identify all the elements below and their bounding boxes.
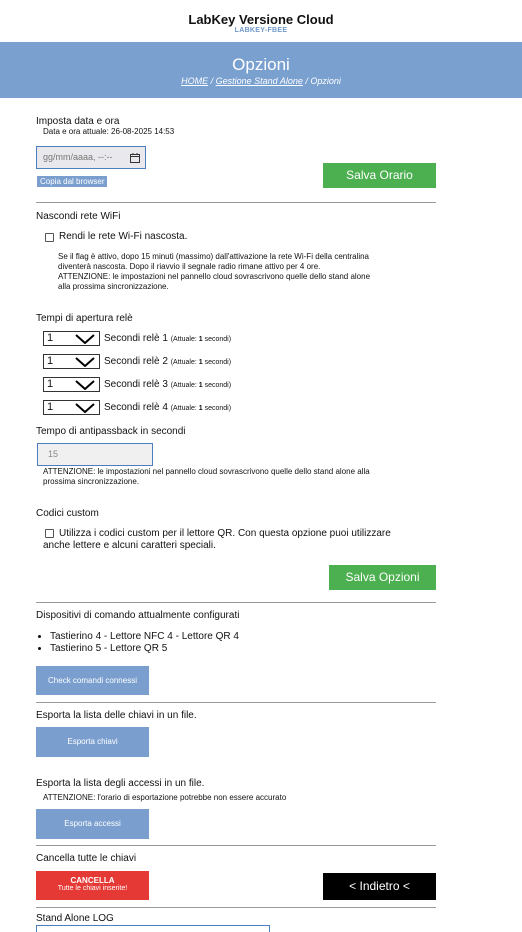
relay-current-value: 1 (198, 382, 203, 389)
custom-codes-heading: Codici custom (36, 508, 99, 519)
relay-label-text: Secondi relè 2 (104, 356, 168, 367)
custom-codes-label-line: anche lettere e alcuni caratteri speciali. (43, 540, 216, 551)
relay-4-label (104, 402, 231, 413)
relay-current (171, 405, 231, 412)
wifi-heading: Nascondi rete WiFi (36, 211, 121, 222)
datetime-input-placeholder: gg/mm/aaaa, --:-- (43, 152, 113, 162)
export-keys-heading: Esporta la lista delle chiavi in un file. (36, 710, 197, 721)
breadcrumb-current: Opzioni (310, 76, 341, 86)
relays-heading: Tempi di apertura relè (36, 313, 133, 324)
chevron-down-icon (75, 380, 95, 390)
custom-codes-label (43, 528, 391, 552)
breadcrumb-separator: / (302, 76, 311, 86)
antipassback-note-line: prossima sincronizzazione. (43, 477, 140, 486)
relay-current-value: 1 (198, 336, 203, 343)
back-button[interactable]: < Indietro < (323, 873, 436, 900)
breadcrumb-separator: / (208, 76, 216, 86)
breadcrumb-stand-alone-link[interactable]: Gestione Stand Alone (215, 76, 303, 86)
divider (36, 602, 436, 603)
relay-current-value: 1 (198, 359, 203, 366)
antipassback-note-line: ATTENZIONE: le impostazioni nel pannello cloud sovrascrivono quelle dello stand alone alla (43, 467, 370, 476)
log-heading: Stand Alone LOG (36, 913, 114, 924)
relay-label-text: Secondi relè 1 (104, 333, 168, 344)
relay-2-label (104, 356, 231, 367)
relay-current-prefix: (Attuale: (170, 382, 199, 389)
export-keys-button[interactable]: Esporta chiavi (36, 727, 149, 757)
relay-label-text: Secondi relè 3 (104, 379, 168, 390)
relay-4-select[interactable] (43, 400, 100, 415)
relay-1-value: 1 (47, 332, 54, 344)
delete-all-keys-button[interactable] (36, 871, 149, 900)
antipassback-input[interactable]: 15 (37, 443, 153, 466)
divider (36, 702, 436, 703)
app-subtitle: LABKEY-FBEE (234, 27, 288, 34)
relay-current-suffix: secondi) (202, 382, 232, 389)
relay-current-prefix: (Attuale: (170, 405, 199, 412)
relay-3-select[interactable] (43, 377, 100, 392)
relay-2-select[interactable] (43, 354, 100, 369)
hide-wifi-label: Rendi le rete Wi-Fi nascosta. (59, 231, 188, 242)
divider (36, 907, 436, 908)
relay-1-select[interactable] (43, 331, 100, 346)
delete-button-line1: CANCELLA (70, 876, 115, 885)
relay-2-value: 1 (47, 355, 54, 367)
save-options-button[interactable]: Salva Opzioni (329, 565, 436, 590)
relay-current (171, 336, 231, 343)
chevron-down-icon (75, 357, 95, 367)
relay-3-label (104, 379, 231, 390)
save-time-button[interactable]: Salva Orario (323, 163, 436, 188)
wifi-note-line: diventerà nascosta. Dopo il riavvio il segnale radio rimane attivo per 4 ore. (58, 262, 321, 271)
breadcrumb-home-link[interactable]: HOME (181, 76, 209, 86)
divider (36, 202, 436, 203)
check-commands-button[interactable]: Check comandi connessi (36, 666, 149, 695)
antipassback-note (43, 467, 370, 487)
datetime-heading: Imposta data e ora (36, 116, 120, 127)
delete-button-line2: Tutte le chiavi inserite! (57, 885, 128, 892)
wifi-note (58, 252, 370, 292)
divider (36, 845, 436, 846)
list-item: • Tastierino 5 - Lettore QR 5 (50, 643, 239, 655)
breadcrumb (0, 76, 522, 86)
wifi-note-line: ATTENZIONE: le impostazioni nel pannello cloud sovrascrivono quelle dello stand alone (58, 272, 371, 281)
relay-current-suffix: secondi) (202, 336, 232, 343)
wifi-note-line: Se il flag è attivo, dopo 15 minuti (massimo) dall'attivazione la rete Wi-Fi della centralina (58, 252, 369, 261)
delete-keys-heading: Cancella tutte le chiavi (36, 853, 137, 864)
app-title: LabKey Versione Cloud (188, 12, 334, 27)
custom-codes-label-line: Utilizza i codici custom per il lettore QR. Con questa opzione puoi utilizzare (59, 528, 391, 539)
log-textarea[interactable] (36, 925, 270, 932)
chevron-down-icon (75, 334, 95, 344)
copy-from-browser-button[interactable]: Copia dal browser (37, 176, 107, 187)
relay-current-suffix: secondi) (202, 405, 232, 412)
wifi-note-line: alla prossima sincronizzazione. (58, 282, 169, 291)
export-access-button[interactable]: Esporta accessi (36, 809, 149, 839)
relay-label-text: Secondi relè 4 (104, 402, 168, 413)
relay-current-suffix: secondi) (202, 359, 232, 366)
relay-current (171, 382, 231, 389)
relay-3-value: 1 (47, 378, 54, 390)
antipassback-heading: Tempo di antipassback in secondi (36, 426, 186, 437)
page-header (0, 42, 522, 98)
relay-current-prefix: (Attuale: (170, 336, 199, 343)
datetime-input[interactable] (36, 146, 146, 169)
hide-wifi-checkbox[interactable] (45, 233, 54, 242)
devices-list (36, 631, 239, 655)
relay-current-prefix: (Attuale: (170, 359, 199, 366)
chevron-down-icon (75, 403, 95, 413)
devices-heading: Dispositivi di comando attualmente configurati (36, 610, 240, 621)
export-access-heading: Esporta la lista degli accessi in un file. (36, 778, 205, 789)
calendar-icon[interactable] (130, 153, 140, 163)
page-title: Opzioni (232, 55, 290, 74)
relay-4-value: 1 (47, 401, 54, 413)
relay-current-value: 1 (198, 405, 203, 412)
relay-1-label (104, 333, 231, 344)
current-datetime: Data e ora attuale: 26-08-2025 14:53 (43, 127, 175, 136)
list-item: • Tastierino 4 - Lettore NFC 4 - Lettore QR 4 (50, 631, 239, 643)
relay-current (171, 359, 231, 366)
export-access-note: ATTENZIONE: l'orario di esportazione potrebbe non essere accurato (43, 793, 287, 802)
